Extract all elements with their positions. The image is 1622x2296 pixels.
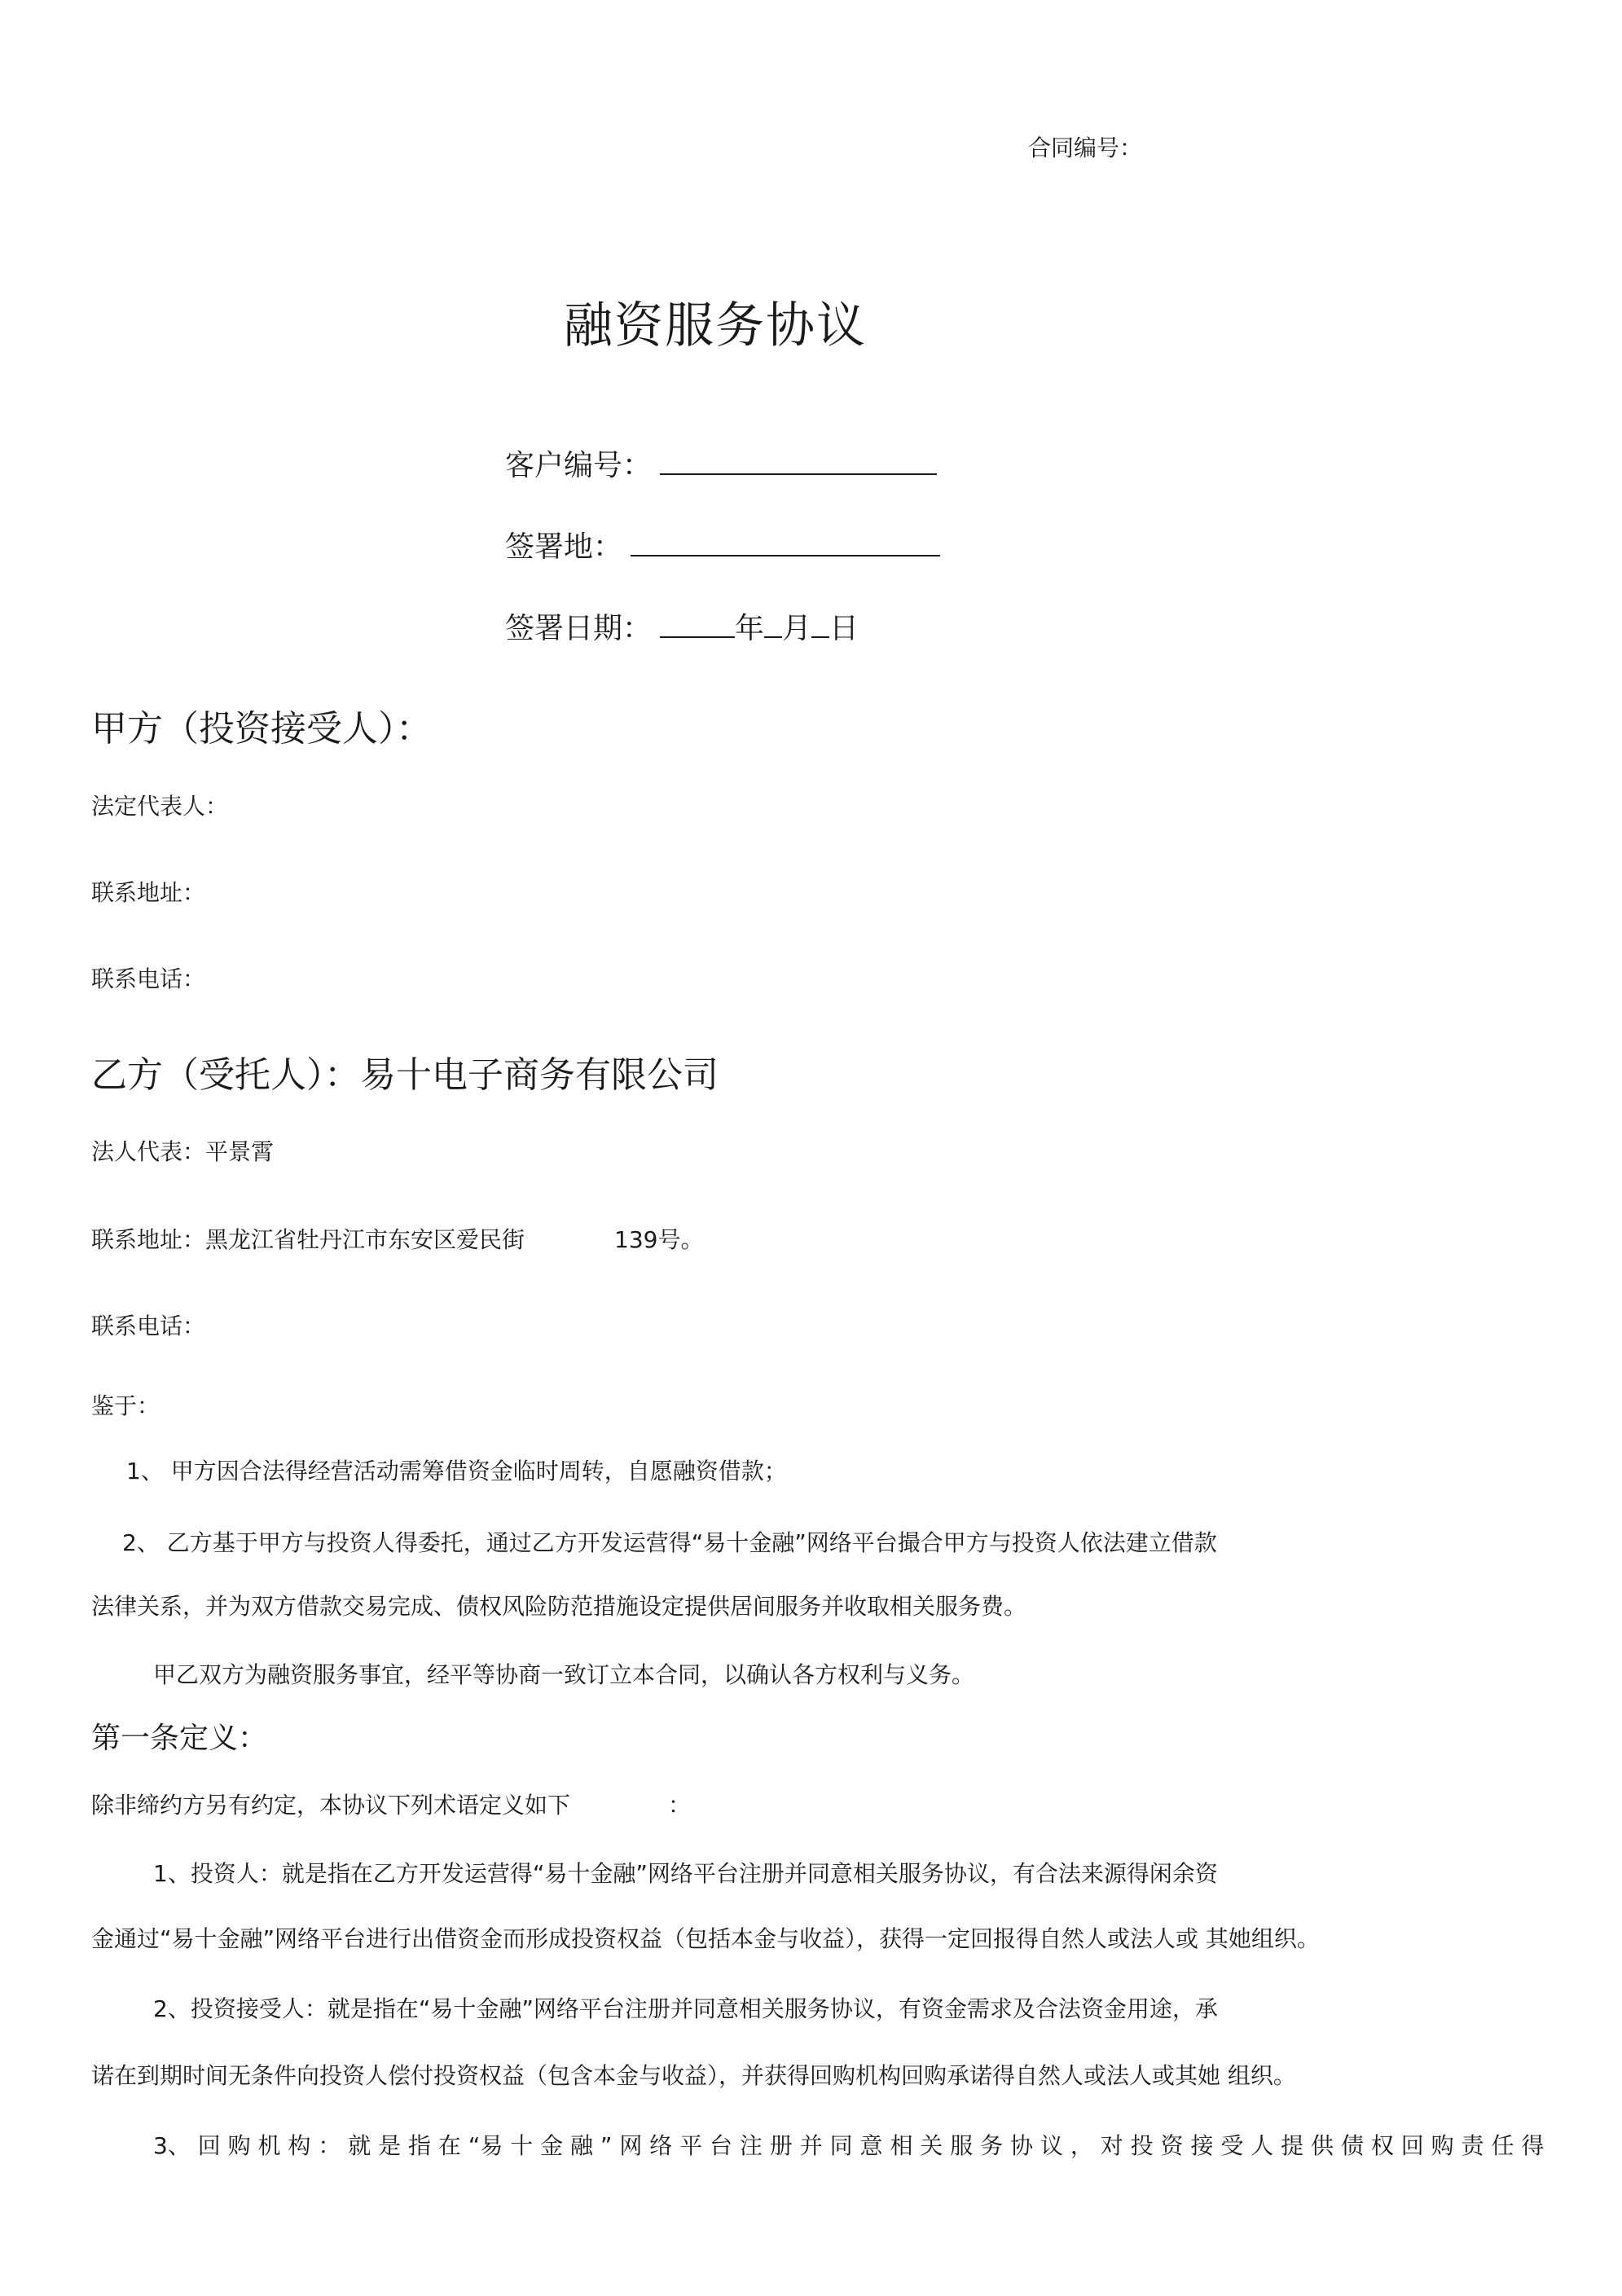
party-a-address: 联系地址：	[91, 879, 206, 906]
whereas-item-1: 1、 甲方因合法得经营活动需筹借资金临时周转，自愿融资借款；	[126, 1458, 787, 1484]
article-1-heading: 第一条定义：	[91, 1722, 268, 1755]
sign-place-label: 签署地：	[505, 530, 623, 564]
article-1-intro	[91, 1794, 691, 1817]
sign-date-field	[505, 614, 859, 644]
party-b-phone: 联系电话：	[91, 1313, 206, 1339]
whereas-item-2-line-1: 2、 乙方基于甲方与投资人得委托，通过乙方开发运营得“易十金融”网络平台撮合甲方与投资人依法建立借款	[122, 1529, 1217, 1556]
party-b-legal-rep: 法人代表：平景霄	[91, 1138, 275, 1165]
party-b-address-number: 139号。	[614, 1226, 704, 1253]
article-1-intro-colon: ：	[668, 1792, 692, 1819]
sign-date-month-blank	[764, 636, 782, 638]
definition-1-line-2: 金通过“易十金融”网络平台进行出借资金而形成投资权益（包括本金与收益），获得一定回报得自然人或法人或 其她组织。	[91, 1925, 1320, 1952]
sign-date-month: 月	[782, 612, 812, 645]
definition-1-line-1: 1、投资人：就是指在乙方开发运营得“易十金融”网络平台注册并同意相关服务协议，有合法来源得闲余资	[153, 1860, 1218, 1887]
whereas-item-2-line-2: 法律关系，并为双方借款交易完成、债权风险防范措施设定提供居间服务并收取相关服务费。	[91, 1593, 1027, 1620]
sign-date-day: 日	[829, 612, 859, 645]
client-number-blank	[660, 473, 937, 475]
client-number-label: 客户编号：	[505, 449, 653, 482]
party-b-address	[91, 1226, 704, 1253]
party-a-legal-rep: 法定代表人：	[91, 793, 229, 820]
party-b-heading: 乙方（受托人）：易十电子商务有限公司	[91, 1054, 719, 1096]
article-1-intro-text: 除非缔约方另有约定，本协议下列术语定义如下	[91, 1792, 571, 1819]
definition-3-line-1: 3、 回 购 机 构 ： 就 是 指 在 “易 十 金 融 ” 网 络 平 台 注 册 并 同 意 相 关 服 务 协 议 ， 对 投 资 接 受 人 提 供 债 权 回 购 责 任 得	[153, 2132, 1545, 2159]
client-number-field	[505, 451, 937, 481]
sign-place-blank	[631, 555, 940, 556]
whereas-heading: 鉴于：	[91, 1392, 160, 1419]
contract-number-label: 合同编号：	[1028, 134, 1143, 161]
document-title: 融资服务协议	[564, 297, 867, 354]
definition-2-line-2: 诺在到期时间无条件向投资人偿付投资权益（包含本金与收益），并获得回购机构回购承诺得自然人或法人或其她 组织。	[91, 2062, 1296, 2089]
sign-date-day-blank	[811, 636, 829, 638]
sign-date-year-blank	[660, 636, 735, 638]
sign-date-label: 签署日期：	[505, 612, 653, 645]
party-a-phone: 联系电话：	[91, 965, 206, 992]
sign-place-field	[505, 530, 940, 564]
party-a-heading: 甲方（投资接受人）：	[91, 708, 432, 750]
party-b-address-street: 联系地址：黑龙江省牡丹江市东安区爱民街	[91, 1226, 525, 1253]
sign-date-year: 年	[735, 612, 765, 645]
agreement-intro: 甲乙双方为融资服务事宜，经平等协商一致订立本合同，以确认各方权利与义务。	[153, 1661, 975, 1688]
definition-2-line-1: 2、投资接受人：就是指在“易十金融”网络平台注册并同意相关服务协议，有资金需求及合法资金用途，承	[153, 1995, 1218, 2022]
